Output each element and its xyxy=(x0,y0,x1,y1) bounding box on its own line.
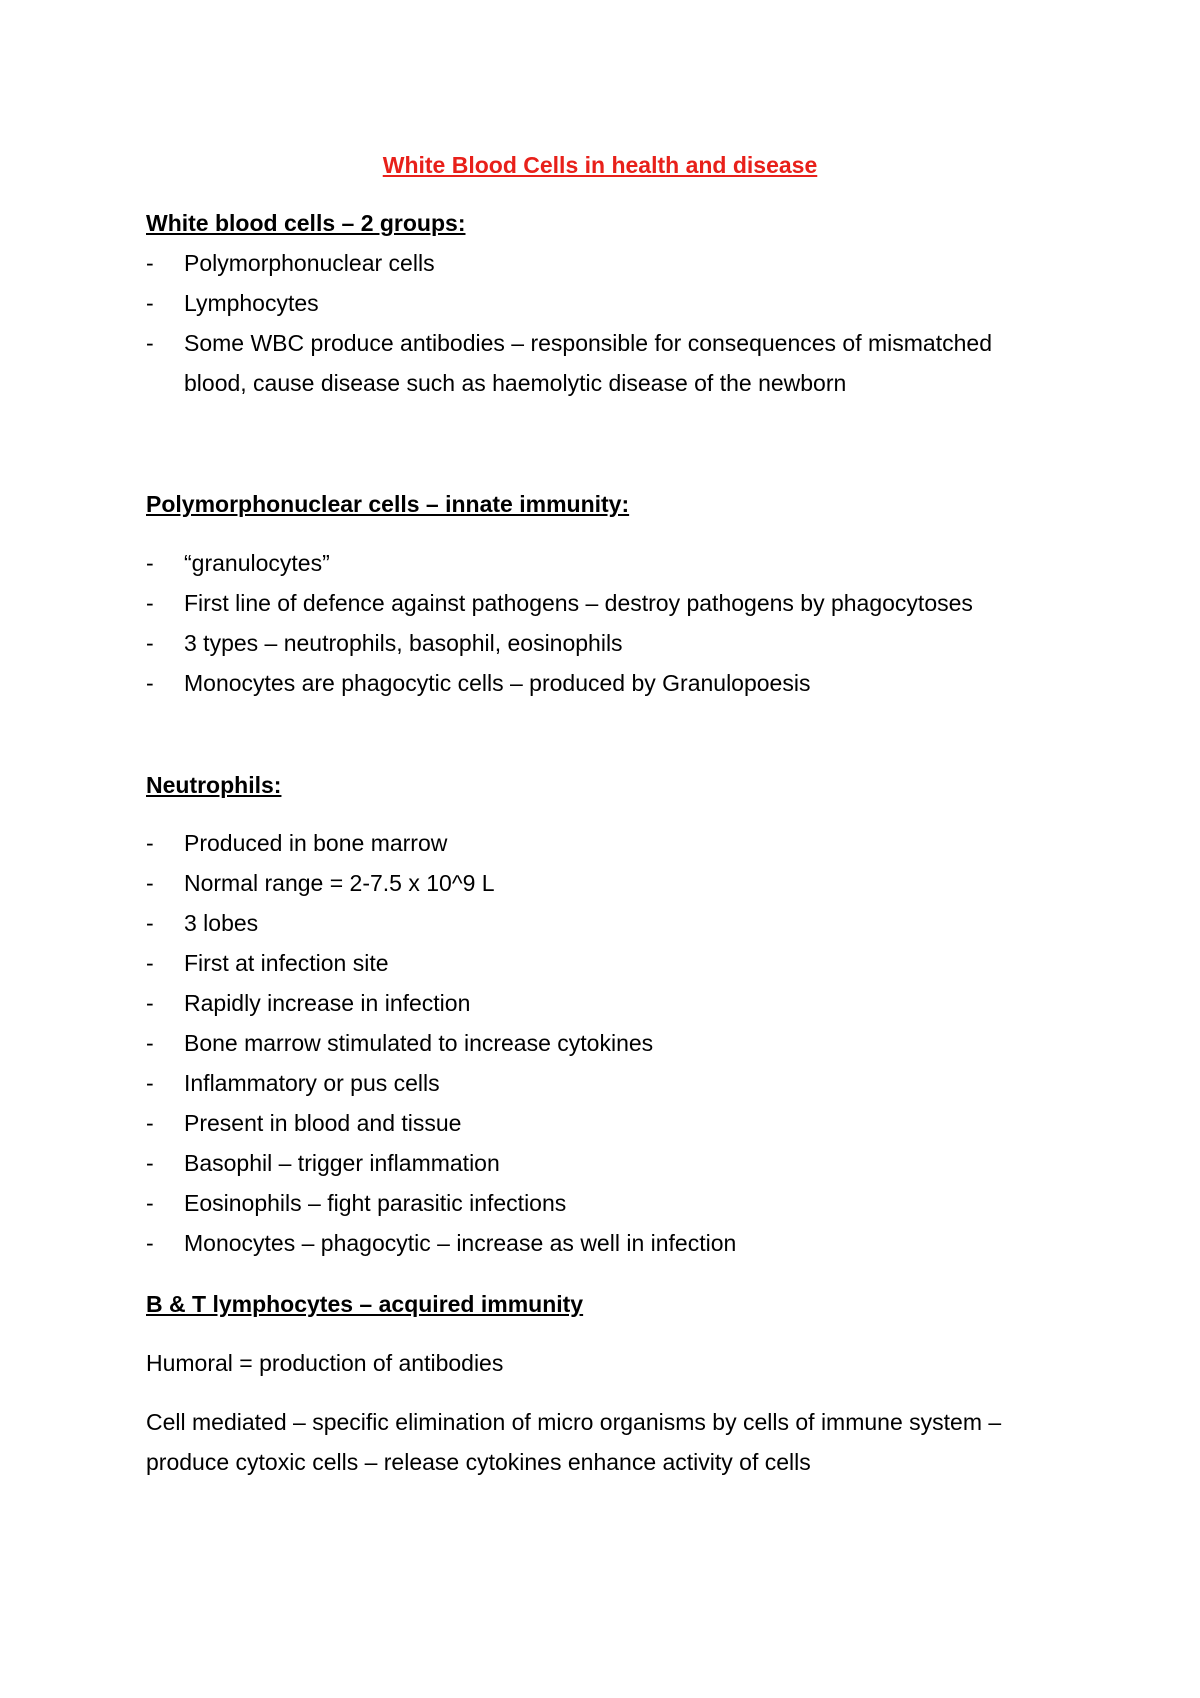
list-item: - Inflammatory or pus cells xyxy=(146,1063,1046,1103)
polymorphonuclear-list xyxy=(146,543,1046,703)
section-heading-groups: White blood cells – 2 groups: xyxy=(146,210,466,236)
list-item: - Produced in bone marrow xyxy=(146,823,1046,863)
section-heading-polymorphonuclear: Polymorphonuclear cells – innate immunity: xyxy=(146,491,630,517)
list-item: - “granulocytes” xyxy=(146,543,1046,583)
bullet-dash: - xyxy=(146,590,154,616)
list-item: - First at infection site xyxy=(146,943,1046,983)
bullet-dash: - xyxy=(146,1190,154,1216)
bullet-dash: - xyxy=(146,910,154,936)
list-item: - 3 lobes xyxy=(146,903,1046,943)
bullet-dash: - xyxy=(146,990,154,1016)
list-item: - Polymorphonuclear cells xyxy=(146,243,1046,283)
list-item: - Eosinophils – fight parasitic infections xyxy=(146,1183,1046,1223)
bullet-dash: - xyxy=(146,950,154,976)
bullet-dash: - xyxy=(146,250,154,276)
cell-mediated-paragraph: Cell mediated – specific elimination of micro organisms by cells of immune system – produce cytoxic cells – release cytokines enhance activity of cells xyxy=(146,1409,1002,1475)
list-item: - Some WBC produce antibodies – responsible for consequences of mismatched blood, cause disease such as haemolytic disease of the newborn xyxy=(146,323,1046,403)
list-item: - First line of defence against pathogens – destroy pathogens by phagocytoses xyxy=(146,583,1046,623)
bullet-dash: - xyxy=(146,670,154,696)
bullet-dash: - xyxy=(146,550,154,576)
list-item: - Lymphocytes xyxy=(146,283,1046,323)
bullet-dash: - xyxy=(146,1070,154,1096)
section-heading-neutrophils: Neutrophils: xyxy=(146,772,282,798)
humoral-paragraph: Humoral = production of antibodies xyxy=(146,1350,504,1376)
list-item: - Monocytes – phagocytic – increase as well in infection xyxy=(146,1223,1046,1263)
bullet-dash: - xyxy=(146,1230,154,1256)
list-item: - Basophil – trigger inflammation xyxy=(146,1143,1046,1183)
document-title: White Blood Cells in health and disease xyxy=(382,152,818,178)
bullet-dash: - xyxy=(146,830,154,856)
list-item: - Bone marrow stimulated to increase cytokines xyxy=(146,1023,1046,1063)
bullet-dash: - xyxy=(146,870,154,896)
neutrophils-list xyxy=(146,823,1046,1263)
list-item: - Normal range = 2-7.5 x 10^9 L xyxy=(146,863,1046,903)
bullet-dash: - xyxy=(146,290,154,316)
bullet-dash: - xyxy=(146,1150,154,1176)
list-item: - Monocytes are phagocytic cells – produced by Granulopoesis xyxy=(146,663,1046,703)
list-item: - Rapidly increase in infection xyxy=(146,983,1046,1023)
section-heading-lymphocytes: B & T lymphocytes – acquired immunity xyxy=(146,1291,584,1317)
list-item: - Present in blood and tissue xyxy=(146,1103,1046,1143)
bullet-dash: - xyxy=(146,1030,154,1056)
bullet-dash: - xyxy=(146,630,154,656)
bullet-dash: - xyxy=(146,1110,154,1136)
groups-list xyxy=(146,243,1046,403)
list-item: - 3 types – neutrophils, basophil, eosinophils xyxy=(146,623,1046,663)
bullet-dash: - xyxy=(146,330,154,356)
